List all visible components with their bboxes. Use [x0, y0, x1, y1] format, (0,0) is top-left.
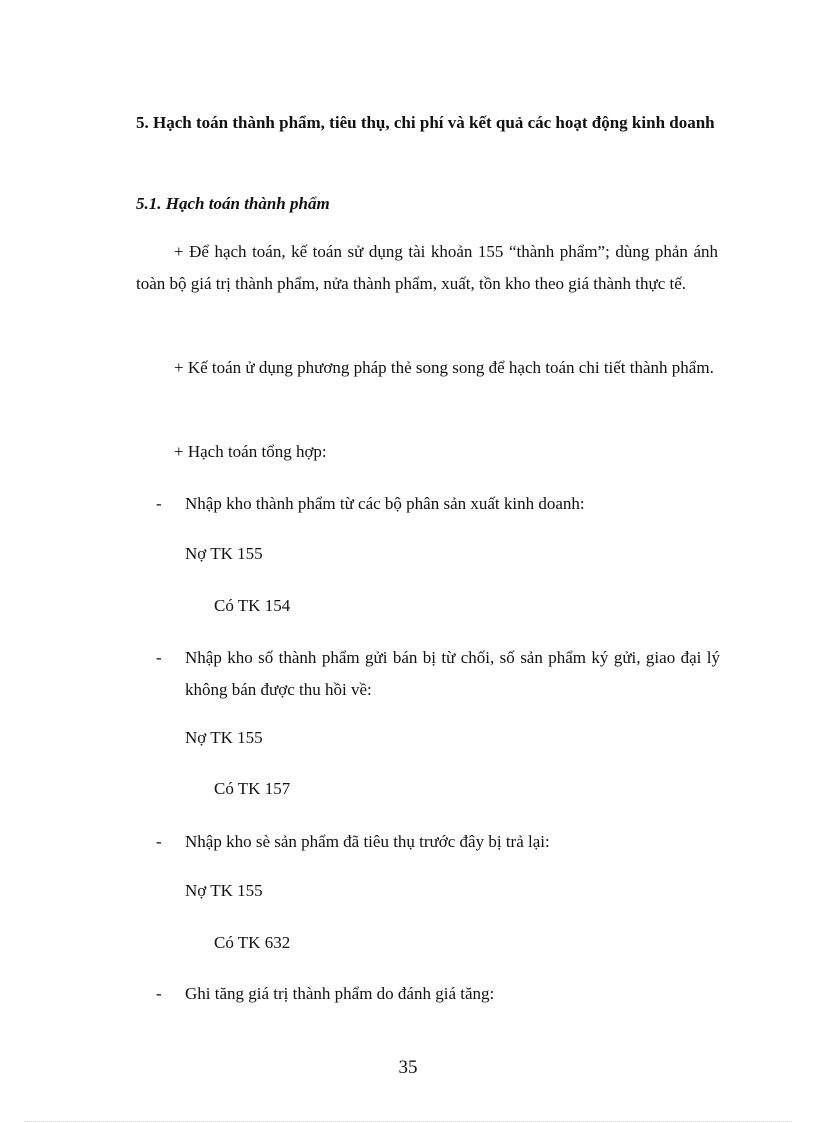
paragraph-general-accounting: + Hạch toán tổng hợp:	[174, 442, 327, 461]
list-item-text: Nhập kho thành phẩm từ các bộ phân sản xuất kinh doanh:	[185, 494, 585, 513]
credit-entry: Có TK 157	[214, 779, 291, 798]
bullet-dash-icon: -	[156, 832, 162, 851]
bullet-dash-icon: -	[156, 494, 162, 513]
paragraph-detail-method: + Kế toán ử dụng phương pháp thẻ song song để hạch toán chi tiết thành phẩm.	[174, 358, 714, 377]
debit-entry: Nợ TK 155	[185, 544, 263, 563]
subsection-heading: 5.1. Hạch toán thành phẩm	[136, 194, 330, 213]
list-item-text: Ghi tăng giá trị thành phẩm do đánh giá tăng:	[185, 984, 495, 1003]
debit-entry: Nợ TK 155	[185, 881, 263, 900]
page-bottom-divider	[24, 1121, 792, 1122]
section-heading: 5. Hạch toán thành phẩm, tiêu thụ, chi phí và kết quả các hoạt động kinh doanh	[136, 113, 715, 132]
bullet-dash-icon: -	[156, 984, 162, 1003]
credit-entry: Có TK 632	[214, 933, 291, 952]
bullet-dash-icon: -	[156, 648, 162, 667]
list-item-text: Nhập kho số thành phẩm gửi bán bị từ chối, số sản phẩm ký gửi, giao đại lý không bán được thu hồi về:	[185, 648, 720, 699]
page-number: 35	[398, 1057, 418, 1078]
paragraph-account-155: + Để hạch toán, kế toán sử dụng tài khoản 155 “thành phẩm”; dùng phản ánh toàn bộ giá trị thành phẩm, nửa thành phẩm, xuất, tồn kho theo giá thành thực tế.	[136, 242, 718, 293]
debit-entry: Nợ TK 155	[185, 728, 263, 747]
credit-entry: Có TK 154	[214, 596, 291, 615]
list-item-text: Nhập kho sè sản phẩm đã tiêu thụ trước đây bị trả lại:	[185, 832, 550, 851]
